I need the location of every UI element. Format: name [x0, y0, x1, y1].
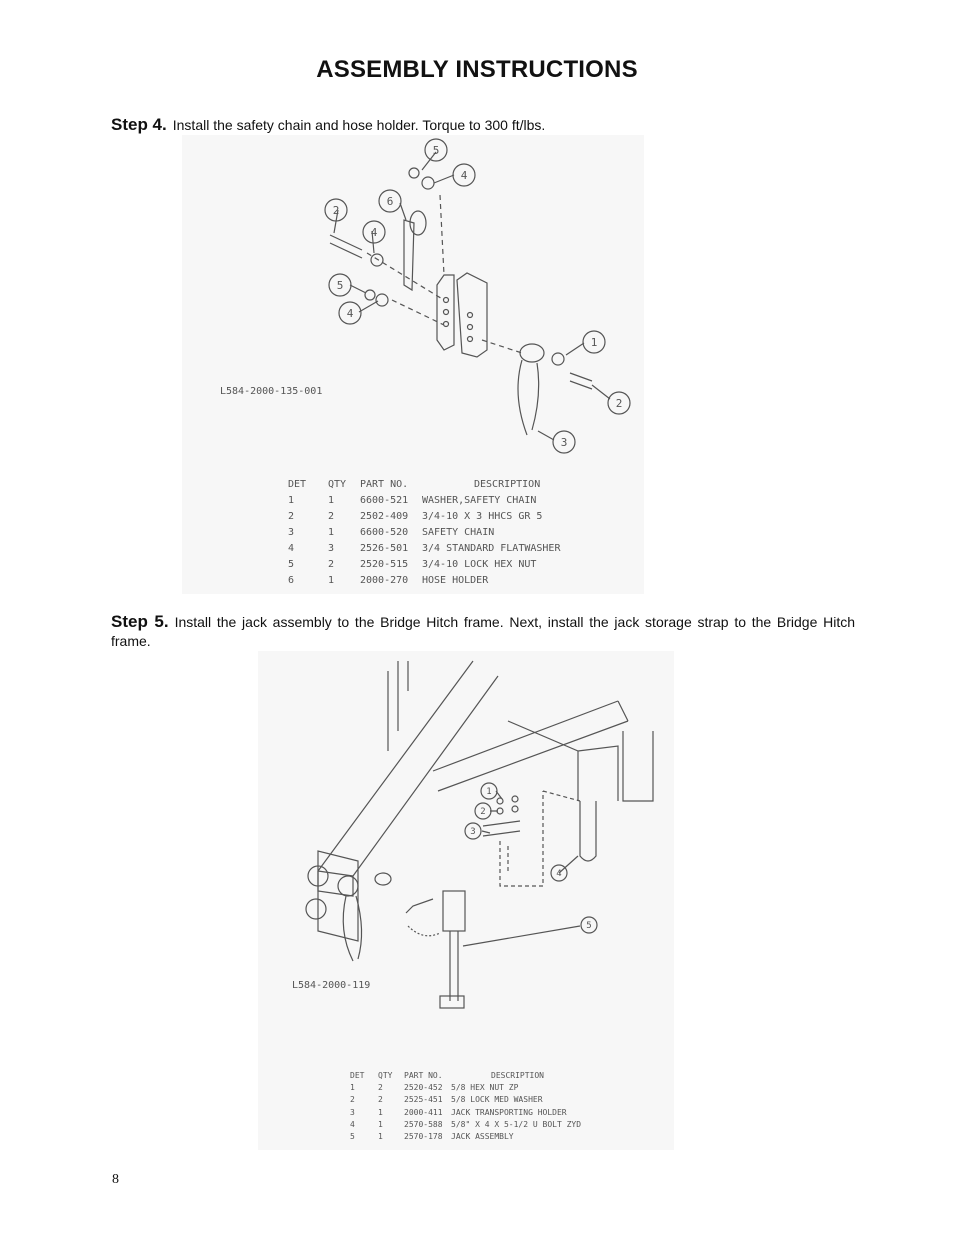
cell-description: WASHER,SAFETY CHAIN [422, 495, 537, 506]
cell-part-no: 2570-588 [404, 1119, 443, 1129]
callout-2: 2 [480, 807, 486, 817]
step-5-diagram [258, 651, 674, 1150]
cell-qty: 2 [328, 559, 335, 570]
cell-part-no: 2000-411 [404, 1107, 443, 1117]
table-header-row [350, 1070, 581, 1082]
cell-part-no: 2526-501 [360, 543, 409, 554]
cell-det: 6 [288, 575, 295, 586]
frame-end [623, 731, 653, 801]
step-4-drawing-number: L584-2000-135-001 [220, 386, 323, 397]
step-5-drawing-number: L584-2000-119 [292, 980, 371, 991]
table-row [288, 525, 560, 541]
table-header-row [288, 477, 560, 493]
table-row [288, 557, 560, 573]
step-4-text: Install the safety chain and hose holder. Torque to 300 ft/lbs. [172, 117, 546, 133]
table-row [350, 1107, 581, 1119]
cell-det: 5 [288, 559, 295, 570]
jack-top [443, 891, 465, 931]
callout-1: 1 [590, 336, 598, 349]
cell-part-no: 2000-270 [360, 575, 409, 586]
cell-qty: 2 [378, 1095, 383, 1105]
frame-bracket [508, 721, 618, 801]
cell-det: 1 [288, 495, 295, 506]
col-description: DESCRIPTION [474, 479, 541, 490]
callout-4-mid: 4 [370, 226, 378, 239]
step-4-parts-table [288, 477, 560, 589]
chain-ring [338, 876, 358, 896]
jack-foot [440, 996, 464, 1008]
u-bolt [580, 801, 596, 861]
table-row [350, 1119, 581, 1131]
jack-mount-pin [375, 873, 391, 885]
callout-5: 5 [586, 921, 592, 931]
cell-qty: 1 [378, 1107, 383, 1117]
frame-uprights [388, 661, 408, 751]
cell-description: 3/4 STANDARD FLATWASHER [422, 543, 561, 554]
callout-5-top: 5 [432, 144, 440, 157]
cell-qty: 1 [328, 495, 335, 506]
cell-det: 3 [350, 1107, 355, 1117]
table-row [350, 1082, 581, 1094]
page-number: 8 [112, 1172, 119, 1187]
table-row [288, 493, 560, 509]
cell-qty: 2 [378, 1083, 383, 1093]
callout-3: 3 [560, 436, 568, 449]
table-row [288, 509, 560, 525]
washer-top [422, 177, 434, 189]
cell-description: 5/8" X 4 X 5-1/2 U BOLT ZYD [451, 1119, 582, 1129]
washer-left-bottom [376, 294, 388, 306]
step-4-label: Step 4. [111, 115, 167, 134]
cross-beam [433, 701, 628, 791]
step-5-instruction [111, 612, 855, 651]
hose-holder-shape [404, 220, 414, 290]
cell-description: 3/4-10 X 3 HHCS GR 5 [422, 511, 543, 522]
cell-qty: 1 [378, 1132, 383, 1142]
cell-part-no: 2520-452 [404, 1083, 443, 1093]
cell-part-no: 2502-409 [360, 511, 409, 522]
callout-4-top: 4 [460, 169, 468, 182]
step-4-instruction [111, 115, 855, 135]
bolt-right [570, 373, 592, 389]
safety-chain [343, 896, 361, 961]
cell-qty: 1 [328, 527, 335, 538]
safety-chain [518, 360, 539, 435]
callout-3: 3 [470, 827, 476, 837]
col-det: DET [350, 1071, 365, 1080]
hitch-plate-1 [437, 275, 454, 350]
col-description: DESCRIPTION [491, 1071, 544, 1080]
cell-description: 5/8 LOCK MED WASHER [451, 1095, 543, 1105]
cell-part-no: 2525-451 [404, 1095, 443, 1105]
cell-det: 1 [350, 1083, 355, 1093]
callout-4-left: 4 [346, 307, 354, 320]
chain-ring [520, 344, 544, 362]
nut-left [365, 290, 375, 300]
col-part-no: PART NO. [404, 1071, 443, 1080]
cell-qty: 1 [378, 1119, 383, 1129]
jack-transporting-holder [483, 821, 520, 836]
cell-det: 4 [350, 1119, 355, 1129]
cell-description: 3/4-10 LOCK HEX NUT [422, 559, 537, 570]
callout-5-left: 5 [336, 279, 344, 292]
callout-2-right: 2 [615, 397, 623, 410]
chain-washer [552, 353, 564, 365]
cell-det: 4 [288, 543, 295, 554]
cell-description: JACK ASSEMBLY [451, 1132, 514, 1142]
page-title: ASSEMBLY INSTRUCTIONS [316, 56, 638, 83]
bolt-left [330, 235, 362, 258]
callout-6: 6 [386, 195, 394, 208]
cell-part-no: 6600-520 [360, 527, 409, 538]
col-qty: QTY [328, 479, 347, 490]
table-row [350, 1094, 581, 1106]
col-part-no: PART NO. [360, 479, 409, 490]
cell-det: 2 [288, 511, 295, 522]
callout-2-left: 2 [332, 204, 340, 217]
cell-det: 3 [288, 527, 295, 538]
cell-description: SAFETY CHAIN [422, 527, 495, 538]
step-4-diagram [182, 135, 644, 594]
cell-description: 5/8 HEX NUT ZP [451, 1083, 519, 1093]
cell-qty: 3 [328, 543, 335, 554]
callout-4: 4 [556, 869, 562, 879]
table-row [288, 541, 560, 557]
cell-det: 5 [350, 1132, 355, 1142]
step-5-parts-table [350, 1070, 581, 1143]
col-qty: QTY [378, 1071, 393, 1080]
jack-tube [450, 931, 458, 1001]
nut-top [409, 168, 419, 178]
washer-left-top [371, 254, 383, 266]
callout-1: 1 [486, 787, 492, 797]
cell-description: HOSE HOLDER [422, 575, 489, 586]
cell-description: JACK TRANSPORTING HOLDER [451, 1107, 567, 1117]
cell-part-no: 2520-515 [360, 559, 409, 570]
cell-part-no: 6600-521 [360, 495, 409, 506]
cell-qty: 1 [328, 575, 335, 586]
cell-det: 2 [350, 1095, 355, 1105]
cell-part-no: 2570-178 [404, 1132, 443, 1142]
jack-crank [406, 899, 433, 913]
step-5-label: Step 5. [111, 612, 169, 631]
step-5-text: Install the jack assembly to the Bridge Hitch frame. Next, install the jack storage strap to the Bridge Hitch frame. [111, 614, 855, 649]
jack-pin-chain [408, 926, 440, 936]
table-row [288, 573, 560, 589]
table-row [350, 1131, 581, 1143]
col-det: DET [288, 479, 307, 490]
cell-qty: 2 [328, 511, 335, 522]
